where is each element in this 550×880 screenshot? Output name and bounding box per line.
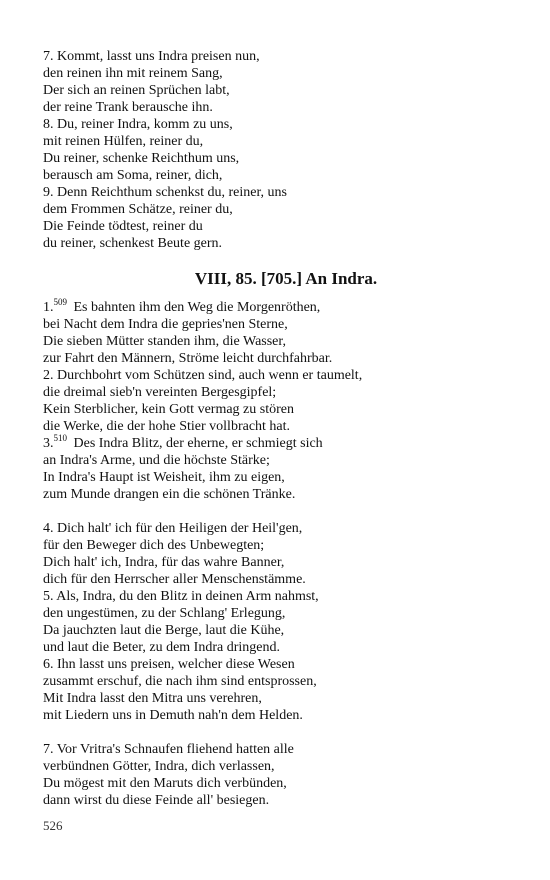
verse-line: Der sich an reinen Sprüchen labt, xyxy=(43,83,230,98)
verse-line: an Indra's Arme, und die höchste Stärke; xyxy=(43,453,270,468)
page-body xyxy=(43,48,513,809)
verse-line: du reiner, schenkest Beute gern. xyxy=(43,236,223,251)
verse-line: Mit Indra lasst den Mitra uns verehren, xyxy=(43,691,262,706)
verse-line: dich für den Herrscher aller Menschenstämme. xyxy=(43,572,306,587)
verse-line xyxy=(43,435,513,452)
section-heading: VIII, 85. [705.] An Indra. xyxy=(194,269,378,288)
verse-line: In Indra's Haupt ist Weisheit, ihm zu eigen, xyxy=(43,470,285,485)
verse-line: den reinen ihn mit reinem Sang, xyxy=(43,66,223,81)
verse-line: 6. Ihn lasst uns preisen, welcher diese Wesen xyxy=(43,657,295,672)
verse-line: der reine Trank berausche ihn. xyxy=(43,100,213,115)
verse-line: Du mögest mit den Maruts dich verbünden, xyxy=(43,776,287,791)
verse-line: Die sieben Mütter standen ihm, die Wasser, xyxy=(43,334,286,349)
footnote-marker[interactable]: 510 xyxy=(53,433,67,444)
hymn-block-1 xyxy=(43,299,513,503)
stanza-gap xyxy=(43,503,513,520)
verse-line: mit Liedern uns in Demuth nah'n dem Helden. xyxy=(43,708,303,723)
verse-line: Du reiner, schenke Reichthum uns, xyxy=(43,151,240,166)
verse-line: zusammt erschuf, die nach ihm sind entsprossen, xyxy=(43,674,317,689)
verse-line: Kein Sterblicher, kein Gott vermag zu stören xyxy=(43,402,294,417)
verse-line: bei Nacht dem Indra die gepries'nen Sterne, xyxy=(43,317,288,332)
verse-line: berausch am Soma, reiner, dich, xyxy=(43,168,223,183)
verse-text: Des Indra Blitz, der eherne, er schmiegt sich xyxy=(70,436,323,451)
verse-line: 2. Durchbohrt vom Schützen sind, auch wenn er taumelt, xyxy=(43,368,363,383)
verse-line: verbündnen Götter, Indra, dich verlassen, xyxy=(43,759,275,774)
stanza-gap xyxy=(43,724,513,741)
verse-line: für den Beweger dich des Unbewegten; xyxy=(43,538,265,553)
verse-number: 1. xyxy=(43,300,54,315)
verse-line: und laut die Beter, zu dem Indra dringend. xyxy=(43,640,280,655)
page-number: 526 xyxy=(43,818,63,833)
hymn-block-3 xyxy=(43,741,513,809)
verse-line: die Werke, die der hohe Stier vollbracht hat. xyxy=(43,419,291,434)
verse-line: Dich halt' ich, Indra, für das wahre Banner, xyxy=(43,555,285,570)
verse-line: Die Feinde tödtest, reiner du xyxy=(43,219,203,234)
hymn-block-2 xyxy=(43,520,513,724)
intro-stanza xyxy=(43,48,513,252)
verse-line: 7. Vor Vritra's Schnaufen fliehend hatten alle xyxy=(43,742,294,757)
verse-line: 4. Dich halt' ich für den Heiligen der Heil'gen, xyxy=(43,521,303,536)
verse-line: 8. Du, reiner Indra, komm zu uns, xyxy=(43,117,233,132)
verse-line: 7. Kommt, lasst uns Indra preisen nun, xyxy=(43,49,260,64)
verse-line: zum Munde drangen ein die schönen Tränke. xyxy=(43,487,296,502)
verse-line xyxy=(43,299,513,316)
verse-line: dann wirst du diese Feinde all' besiegen. xyxy=(43,793,270,808)
verse-line: die dreimal sieb'n vereinten Bergesgipfel; xyxy=(43,385,277,400)
verse-line: 9. Denn Reichthum schenkst du, reiner, uns xyxy=(43,185,288,200)
verse-line: dem Frommen Schätze, reiner du, xyxy=(43,202,233,217)
verse-line: den ungestümen, zu der Schlang' Erlegung, xyxy=(43,606,286,621)
verse-line: 5. Als, Indra, du den Blitz in deinen Arm nahmst, xyxy=(43,589,319,604)
verse-line: mit reinen Hülfen, reiner du, xyxy=(43,134,204,149)
verse-number: 3. xyxy=(43,436,54,451)
verse-text: Es bahnten ihm den Weg die Morgenröthen, xyxy=(70,300,321,315)
verse-line: Da jauchzten laut die Berge, laut die Kühe, xyxy=(43,623,285,638)
verse-line: zur Fahrt den Männern, Ströme leicht durchfahrbar. xyxy=(43,351,333,366)
footnote-marker[interactable]: 509 xyxy=(53,297,67,308)
